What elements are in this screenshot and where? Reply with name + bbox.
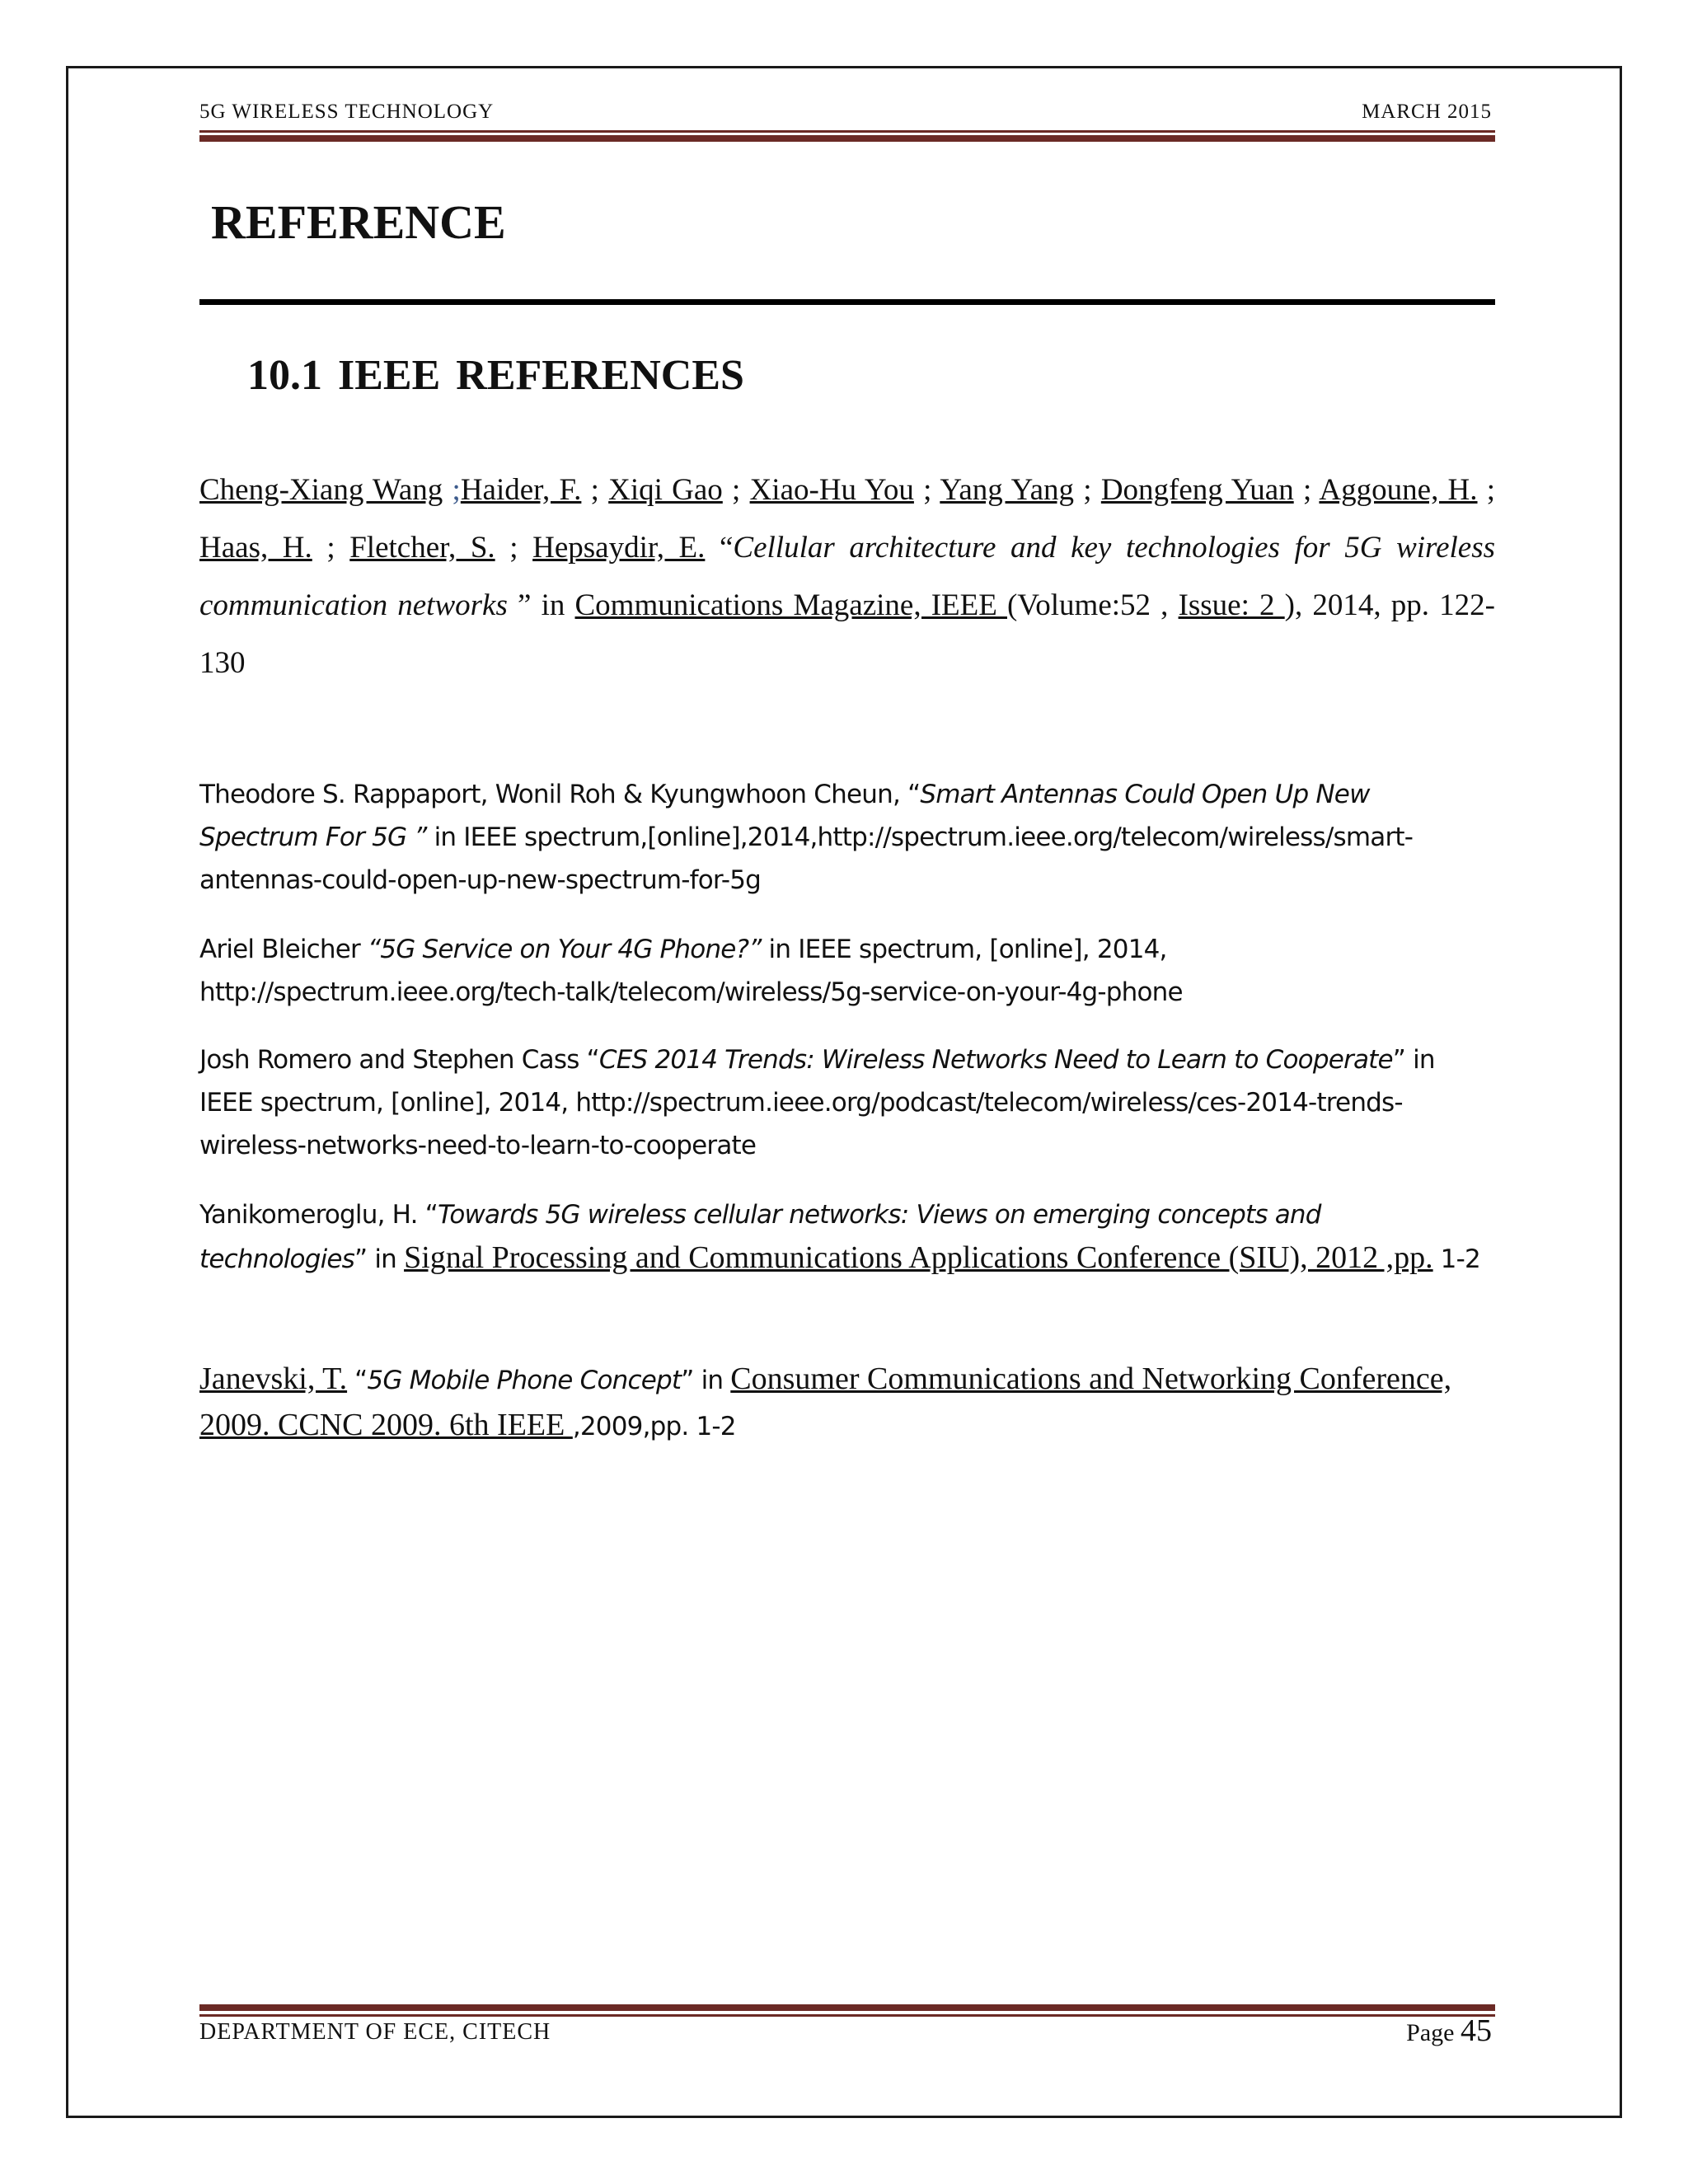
reference-title: CES 2014 Trends: Wireless Networks Need to Learn to Cooperate (598, 1045, 1393, 1075)
reference-6: Janevski, T. “5G Mobile Phone Concept” in Consumer Communications and Networking Conference, 2009. CCNC 2009. 6th IEEE ,2009,pp. 1-2 (199, 1361, 1452, 1442)
venue-link[interactable]: Consumer Communications and Networking Conference, 2009. CCNC 2009. 6th IEEE (199, 1361, 1452, 1442)
venue-link[interactable]: Communications Magazine, IEEE (574, 588, 1007, 622)
reference-4: Josh Romero and Stephen Cass “CES 2014 Trends: Wireless Networks Need to Learn to Cooperate” in IEEE spectrum, [online], 2014, http://spectrum.ieee.org/podcast/telecom/wireless/ces-2014-trends-wireless-networks-need-to-learn-to-cooperate (199, 1045, 1435, 1160)
author-link[interactable]: Aggoune, H. (1319, 473, 1478, 507)
header-rule (199, 130, 1495, 133)
footer-rule-thick (199, 2004, 1495, 2011)
reference-1: Cheng-Xiang Wang ;Haider, F. ; Xiqi Gao ; Xiao-Hu You ; Yang Yang ; Dongfeng Yuan ; Aggoune, H. ; Haas, H. ; Fletcher, S. ; Hepsaydir, E. “Cellular architecture and key technologies for 5G wireless communication networks ” in Communications Magazine, IEEE (Volume:52 , Issue: 2 ), 2014, pp. 122-130 (199, 473, 1496, 680)
reference-title: Smart Antennas Could Open Up New Spectrum For 5G ” (199, 780, 1370, 852)
reference-5: Yanikomeroglu, H. “Towards 5G wireless cellular networks: Views on emerging concepts and technologies” in Signal Processing and Communications Applications Conference (SIU), 2012 ,pp. 1-2 (199, 1200, 1480, 1275)
section-heading: 10.1 IEEE REFERENCES (247, 352, 744, 399)
author-link[interactable]: Xiao-Hu You (749, 473, 914, 507)
footer-department: DEPARTMENT OF ECE, CITECH (199, 2019, 551, 2045)
author-link[interactable]: Hepsaydir, E. (532, 531, 706, 565)
author-link[interactable]: Yang Yang (940, 473, 1075, 507)
reference-title: Towards 5G wireless cellular networks: Views on emerging concepts and technologies (199, 1200, 1321, 1274)
reference-title: 5G Mobile Phone Concept (367, 1366, 682, 1395)
reference-title: Cellular architecture and key technologies for 5G wireless communication networks (199, 531, 1496, 622)
page-number: 45 (1461, 2013, 1492, 2048)
reference-title: “5G Service on Your 4G Phone?” (368, 935, 762, 964)
footer-rule (199, 2014, 1495, 2017)
separator: ; (452, 473, 461, 507)
page-label: Page (1406, 2019, 1461, 2046)
author-link[interactable]: Fletcher, S. (349, 531, 495, 565)
reference-3: Ariel Bleicher “5G Service on Your 4G Phone?” in IEEE spectrum, [online], 2014, http://spectrum.ieee.org/tech-talk/telecom/wireless/5g-service-on-your-4g-phone (199, 935, 1183, 1007)
author-link[interactable]: Haider, F. (460, 473, 582, 507)
reference-2: Theodore S. Rappaport, Wonil Roh & Kyungwhoon Cheun, “Smart Antennas Could Open Up New Spectrum For 5G ” in IEEE spectrum,[online],2014,http://spectrum.ieee.org/telecom/wireless/smart-antennas-could-open-up-new-spectrum-for-5g (199, 780, 1414, 895)
page-title: REFERENCE (211, 195, 506, 249)
title-rule (199, 299, 1495, 305)
author-link[interactable]: Dongfeng Yuan (1100, 473, 1294, 507)
venue-link[interactable]: Signal Processing and Communications Applications Conference (SIU), 2012 ,pp. (404, 1240, 1433, 1275)
author-link[interactable]: Haas, H. (199, 531, 312, 565)
issue-link[interactable]: Issue: 2 (1178, 588, 1285, 622)
header-date: MARCH 2015 (1362, 101, 1492, 123)
author-link[interactable]: Janevski, T. (199, 1361, 348, 1396)
author-link[interactable]: Xiqi Gao (608, 473, 723, 507)
header-document-title: 5G WIRELESS TECHNOLOGY (199, 101, 495, 123)
author-link[interactable]: Cheng-Xiang Wang (199, 473, 443, 507)
header-rule-thick (199, 135, 1495, 142)
footer-page (1406, 2013, 1492, 2049)
